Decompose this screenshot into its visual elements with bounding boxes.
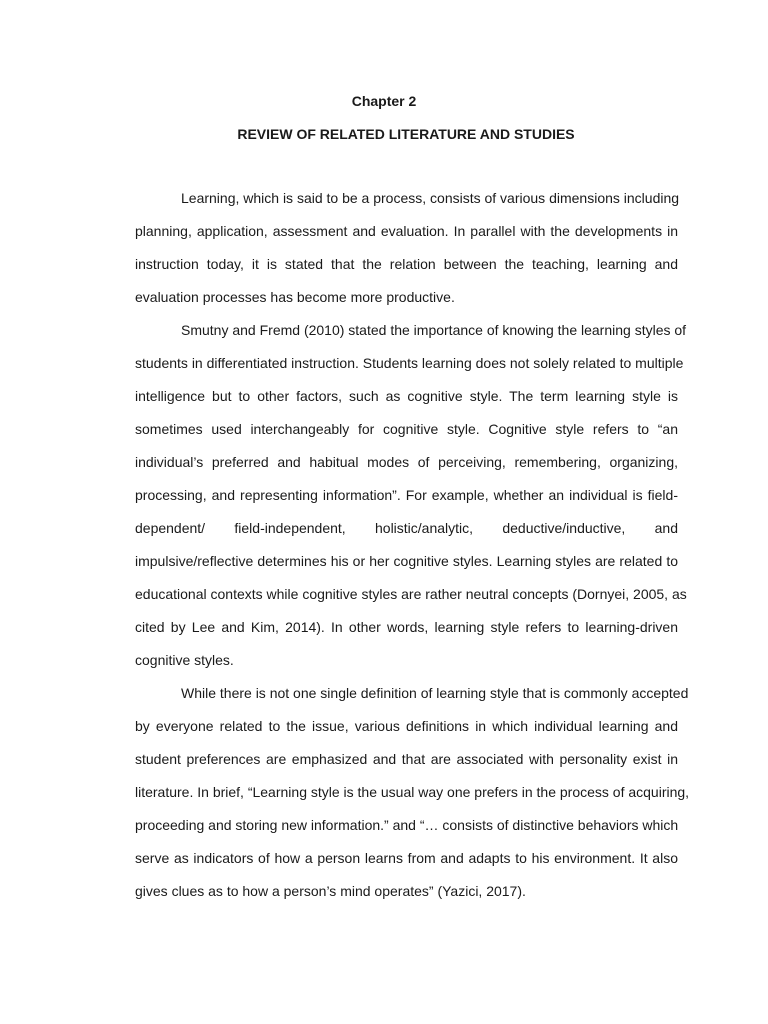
body-line: intelligence but to other factors, such as cognitive style. The term learning style is	[135, 388, 678, 404]
body-line: evaluation processes has become more productive.	[135, 289, 455, 305]
body-line: dependent/ field-independent, holistic/analytic, deductive/inductive, and	[135, 520, 678, 536]
body-line: Learning, which is said to be a process, consists of various dimensions including	[181, 190, 680, 206]
body-line: proceeding and storing new information.” and “… consists of distinctive behaviors which	[135, 817, 679, 833]
body-line: sometimes used interchangeably for cognitive style. Cognitive style refers to “an	[135, 421, 678, 437]
body-line: by everyone related to the issue, various definitions in which individual learning and	[135, 718, 678, 734]
body-line: cited by Lee and Kim, 2014). In other words, learning style refers to learning-driven	[135, 619, 678, 635]
body-line: planning, application, assessment and evaluation. In parallel with the developments in	[135, 223, 678, 239]
chapter-label: Chapter 2	[351, 93, 417, 109]
body-line: gives clues as to how a person’s mind operates” (Yazici, 2017).	[135, 883, 526, 899]
body-line: educational contexts while cognitive styles are rather neutral concepts (Dornyei, 2005, as	[135, 586, 687, 602]
body-line: impulsive/reflective determines his or her cognitive styles. Learning styles are related to	[135, 553, 678, 569]
body-line: students in differentiated instruction. Students learning does not solely related to multiple	[135, 355, 684, 371]
section-title: REVIEW OF RELATED LITERATURE AND STUDIES	[237, 126, 575, 142]
body-line: literature. In brief, “Learning style is the usual way one prefers in the process of acquiring,	[135, 784, 690, 800]
body-line: processing, and representing information”. For example, whether an individual is field-	[135, 487, 678, 503]
body-line: instruction today, it is stated that the relation between the teaching, learning and	[135, 256, 678, 272]
body-line: individual’s preferred and habitual modes of perceiving, remembering, organizing,	[135, 454, 678, 470]
body-line: student preferences are emphasized and that are associated with personality exist in	[135, 751, 678, 767]
body-line: Smutny and Fremd (2010) stated the importance of knowing the learning styles of	[181, 322, 687, 338]
body-line: cognitive styles.	[135, 652, 234, 668]
body-line: While there is not one single definition of learning style that is commonly accepted	[181, 685, 689, 701]
body-line: serve as indicators of how a person learns from and adapts to his environment. It also	[135, 850, 678, 866]
